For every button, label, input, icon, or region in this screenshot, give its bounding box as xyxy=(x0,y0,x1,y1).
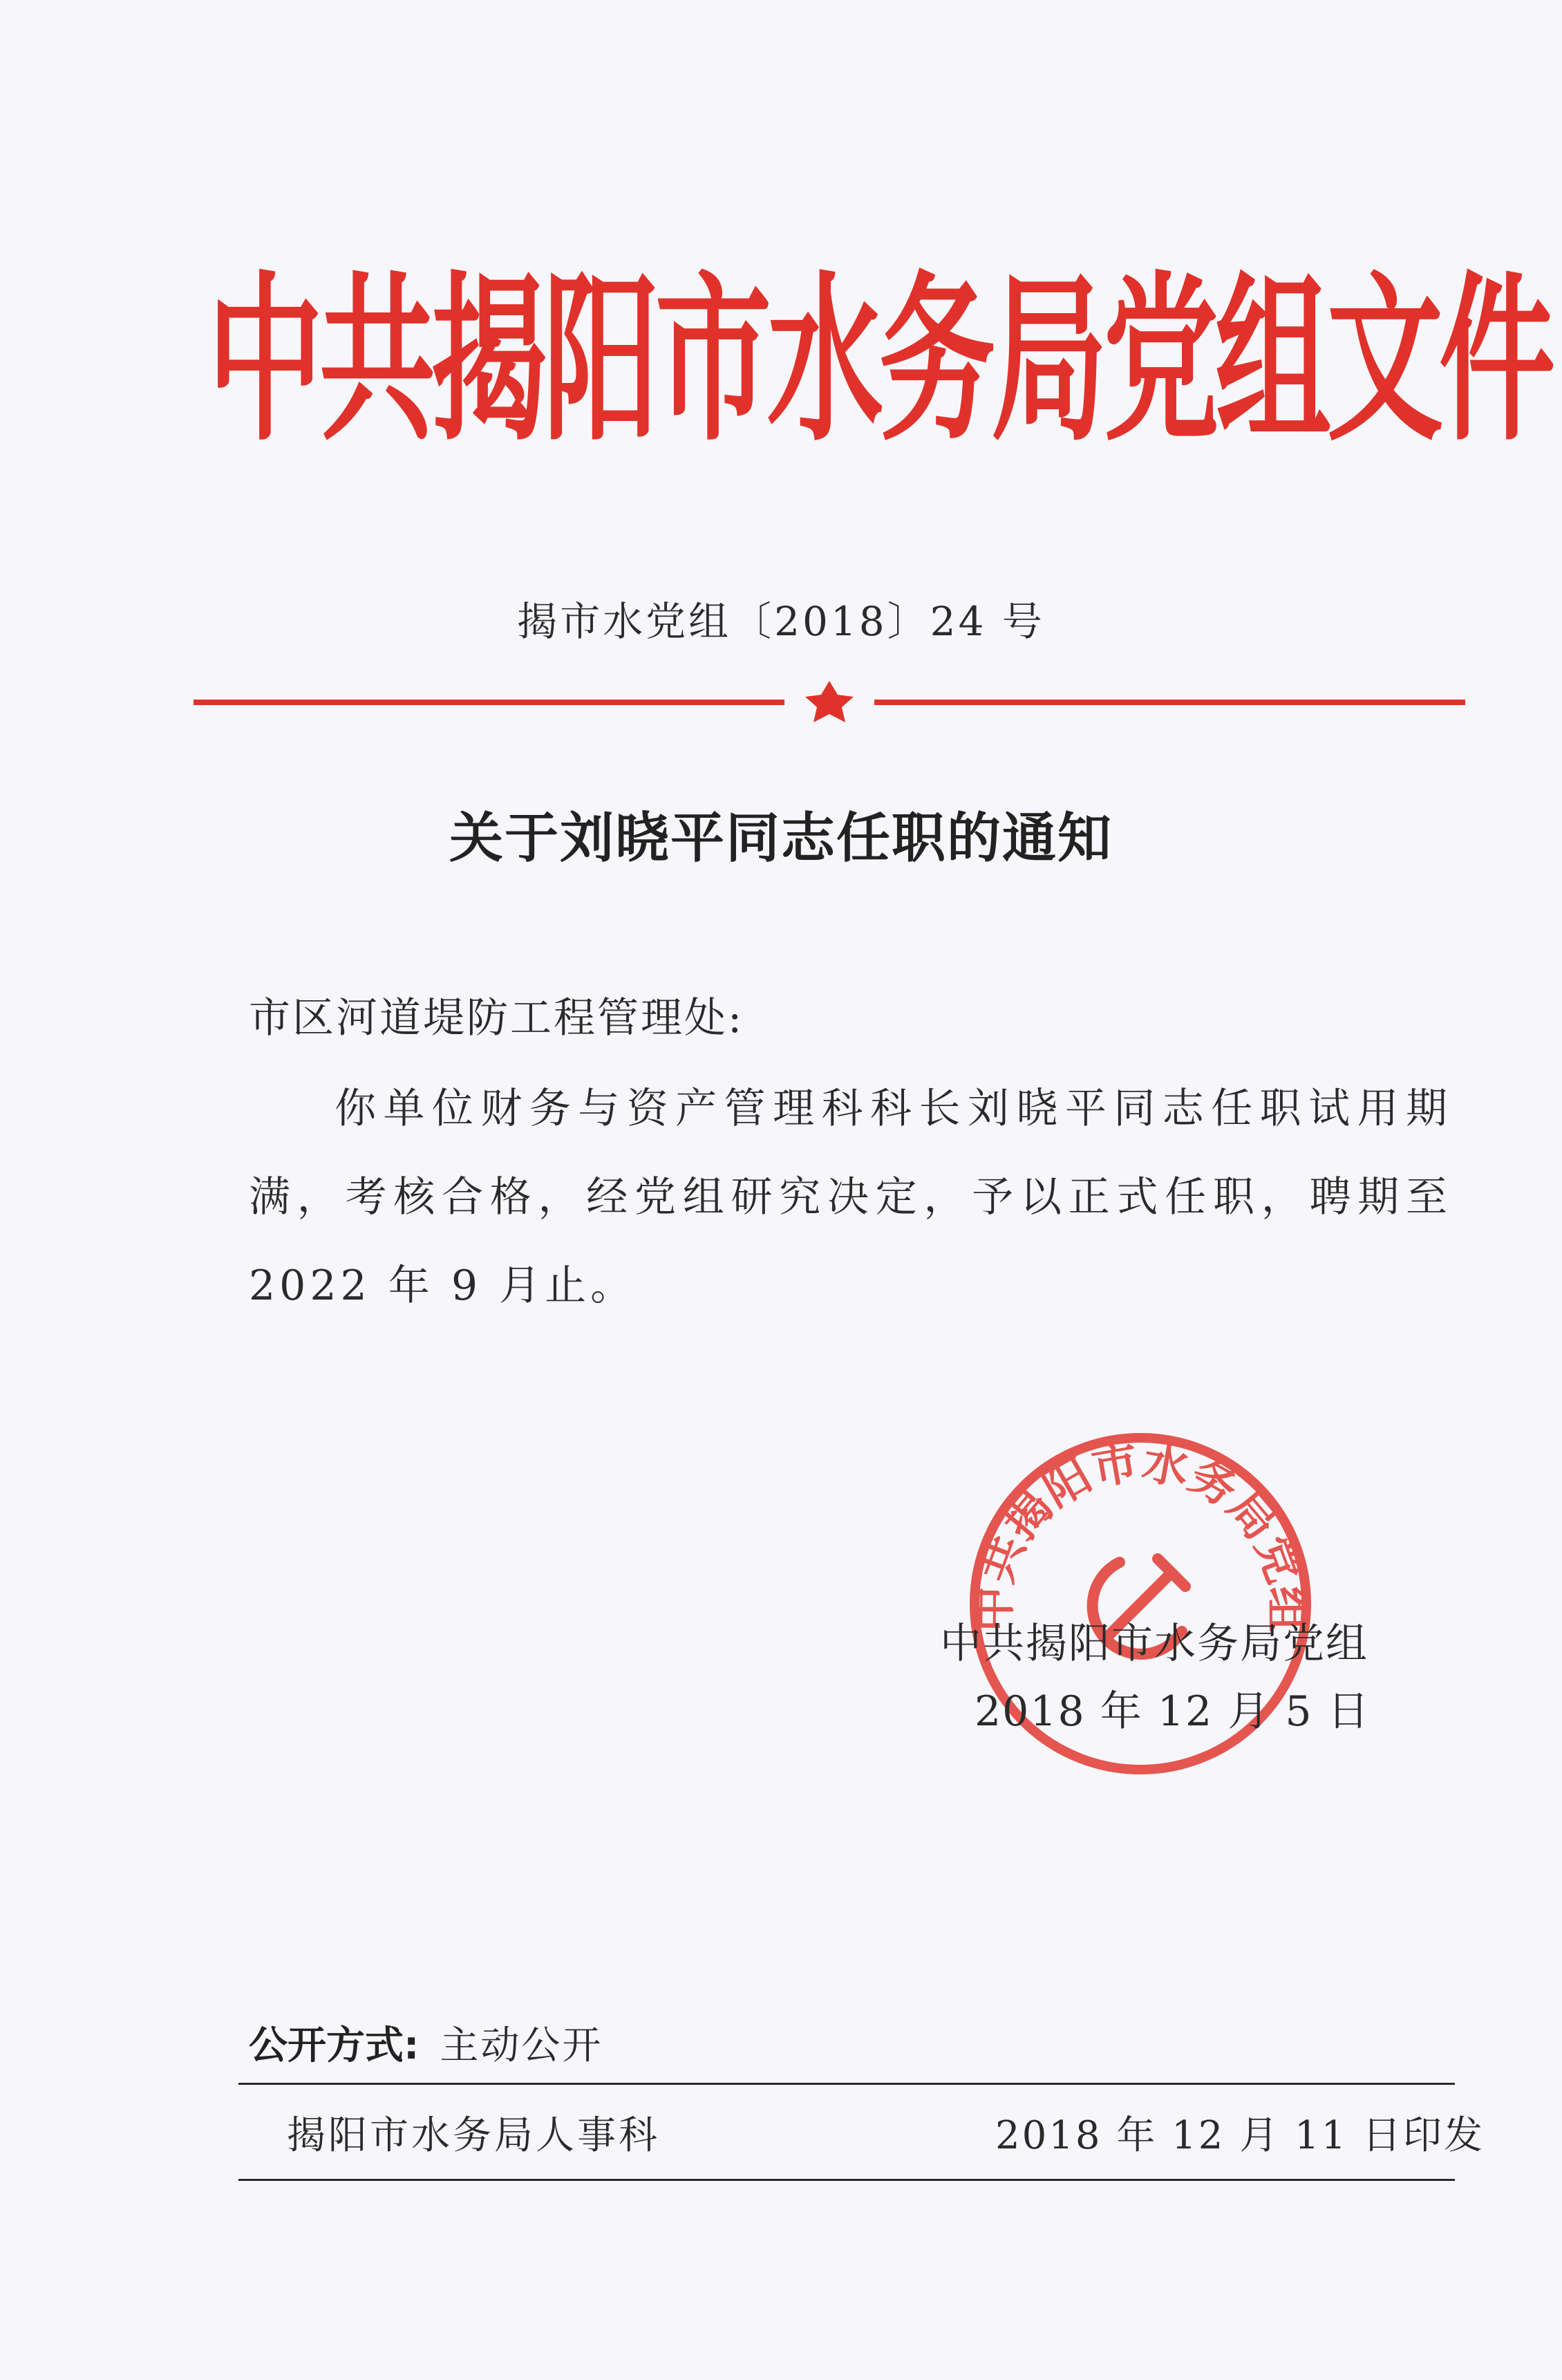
signature-date: 2018 年 12 月 5 日 xyxy=(975,1687,1371,1736)
red-header-text: 中共揭阳市水务局党组文件 xyxy=(207,253,1551,466)
divider-line-left xyxy=(194,700,784,705)
header-divider xyxy=(194,681,1465,722)
signature-organization: 中共揭阳市水务局党组 xyxy=(940,1620,1368,1668)
footer-issue-date: 2018 年 12 月 11 日印发 xyxy=(995,2113,1485,2158)
footer-rule-top xyxy=(238,2083,1455,2085)
disclosure-label: 公开方式: xyxy=(249,2023,420,2068)
seal-lettering: 中共揭阳市水务局党组 xyxy=(966,1434,1315,1633)
footer-rule-bottom xyxy=(238,2179,1455,2181)
divider-line-right xyxy=(874,700,1465,705)
document-number: 揭市水党组〔2018〕24 号 xyxy=(517,598,1045,645)
disclosure-line xyxy=(249,2015,603,2070)
red-header-title xyxy=(207,245,1551,474)
notice-title: 关于刘晓平同志任职的通知 xyxy=(449,807,1113,870)
notice-body: 你单位财务与资产管理科科长刘晓平同志任职试用期满，考核合格，经党组研究决定，予以正式任职，聘期至 2022 年 9 月止。 xyxy=(249,1085,1451,1310)
star-icon xyxy=(805,681,854,722)
footer-issuer: 揭阳市水务局人事科 xyxy=(287,2113,660,2158)
recipient-line: 市区河道堤防工程管理处: xyxy=(249,994,744,1042)
disclosure-value: 主动公开 xyxy=(440,2023,603,2068)
